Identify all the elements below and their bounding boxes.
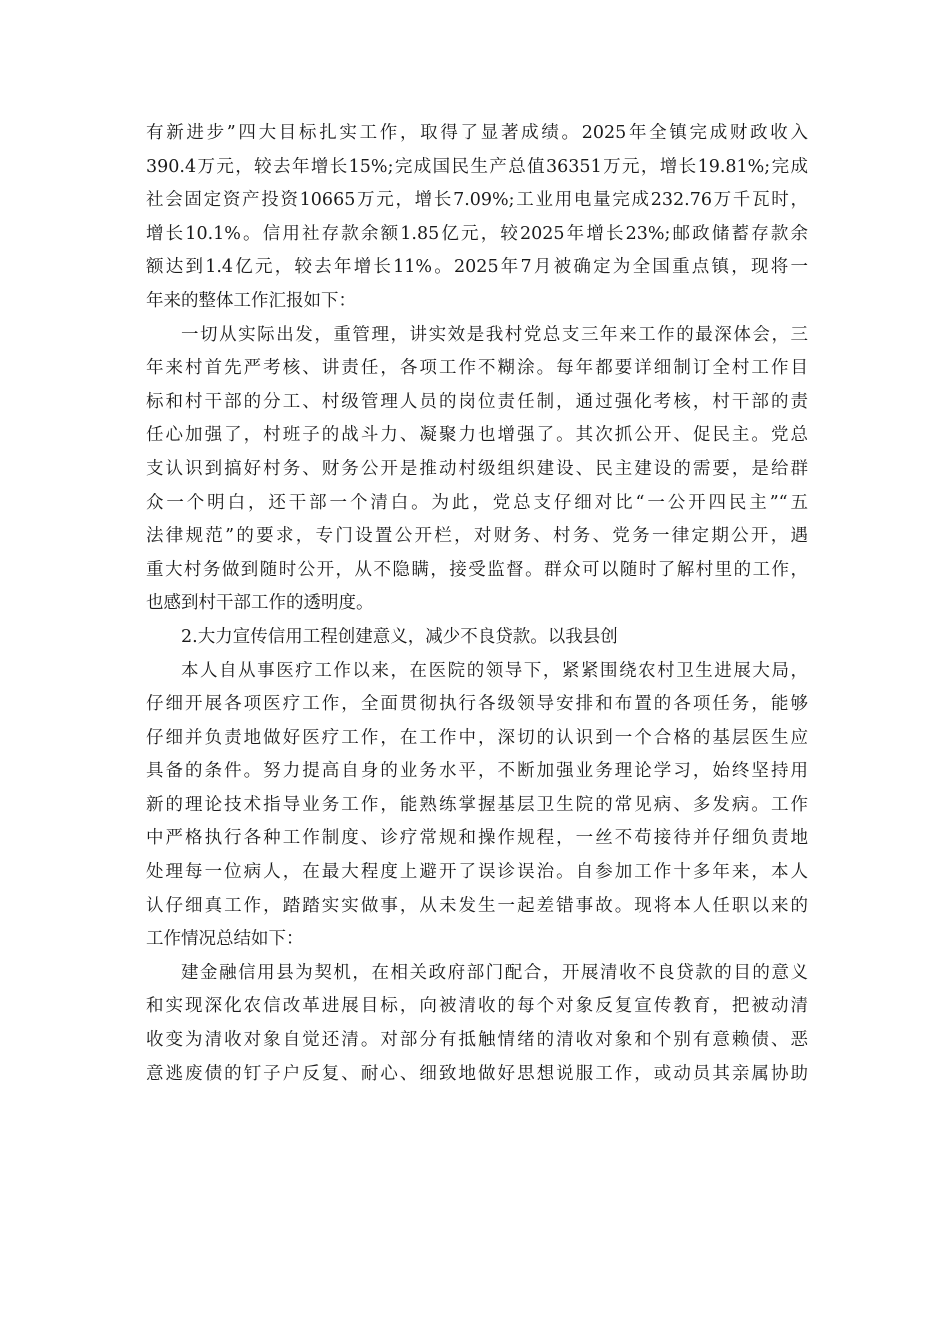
text-line: 年来村首先严考核、讲责任，各项工作不糊涂。每年都要详细制订全村工作目	[146, 358, 808, 379]
text-line: 标和村干部的分工、村级管理人员的岗位责任制，通过强化考核，村干部的责	[146, 391, 808, 412]
text-line: 新的理论技术指导业务工作，能熟练掌握基层卫生院的常见病、多发病。工作	[146, 794, 808, 815]
text-line: 额达到1.4亿元，较去年增长11%。2025年7月被确定为全国重点镇，现将一	[146, 257, 808, 278]
text-line: 支认识到搞好村务、财务公开是推动村级组织建设、民主建设的需要，是给群	[146, 458, 808, 479]
text-line: 意逃废债的钉子户反复、耐心、细致地做好思想说服工作，或动员其亲属协助	[146, 1063, 808, 1084]
text-line: 法律规范”的要求，专门设置公开栏，对财务、村务、党务一律定期公开，遇	[146, 526, 808, 547]
text-line: 收变为清收对象自觉还清。对部分有抵触情绪的清收对象和个别有意赖债、恶	[146, 1030, 808, 1051]
document-body	[146, 117, 808, 1091]
text-line: 仔细开展各项医疗工作，全面贯彻执行各级领导安排和布置的各项任务，能够	[146, 694, 808, 715]
text-line: 本人自从事医疗工作以来，在医院的领导下，紧紧围绕农村卫生进展大局，	[181, 660, 808, 681]
text-line: 建金融信用县为契机，在相关政府部门配合，开展清收不良贷款的目的意义	[181, 962, 808, 983]
text-line: 年来的整体工作汇报如下：	[146, 290, 356, 311]
text-line: 工作情况总结如下：	[146, 929, 304, 950]
text-line: 任心加强了，村班子的战斗力、凝聚力也增强了。其次抓公开、促民主。党总	[146, 425, 808, 446]
text-line: 具备的条件。努力提高自身的业务水平，不断加强业务理论学习，始终坚持用	[146, 761, 808, 782]
text-line: 仔细并负责地做好医疗工作，在工作中，深切的认识到一个合格的基层医生应	[146, 727, 808, 748]
text-line: 和实现深化农信改革进展目标，向被清收的每个对象反复宣传教育，把被动清	[146, 996, 808, 1017]
text-line: 重大村务做到随时公开，从不隐瞒，接受监督。群众可以随时了解村里的工作，	[146, 559, 808, 580]
text-line: 中严格执行各种工作制度、诊疗常规和操作规程，一丝不苟接待并仔细负责地	[146, 828, 808, 849]
text-line: 有新进步”四大目标扎实工作，取得了显著成绩。2025年全镇完成财政收入	[146, 123, 808, 143]
text-line: 390.4万元，较去年增长15%;完成国民生产总值36351万元，增长19.81%;完成	[146, 156, 808, 177]
text-line: 增长10.1%。信用社存款余额1.85亿元，较2025年增长23%;邮政储蓄存款余	[146, 223, 808, 244]
text-line: 认仔细真工作，踏踏实实做事，从未发生一起差错事故。现将本人任职以来的	[146, 895, 808, 916]
text-line: 社会固定资产投资10665万元，增长7.09%;工业用电量完成232.76万千瓦时，	[146, 190, 808, 211]
text-line: 处理每一位病人，在最大程度上避开了误诊误治。自参加工作十多年来，本人	[146, 862, 808, 883]
text-line: 2.大力宣传信用工程创建意义，减少不良贷款。以我县创	[181, 626, 618, 647]
text-line: 一切从实际出发，重管理，讲实效是我村党总支三年来工作的最深体会，三	[181, 324, 808, 345]
text-line: 众一个明白，还干部一个清白。为此，党总支仔细对比“一公开四民主”“五	[146, 492, 808, 513]
text-line: 也感到村干部工作的透明度。	[146, 593, 374, 614]
